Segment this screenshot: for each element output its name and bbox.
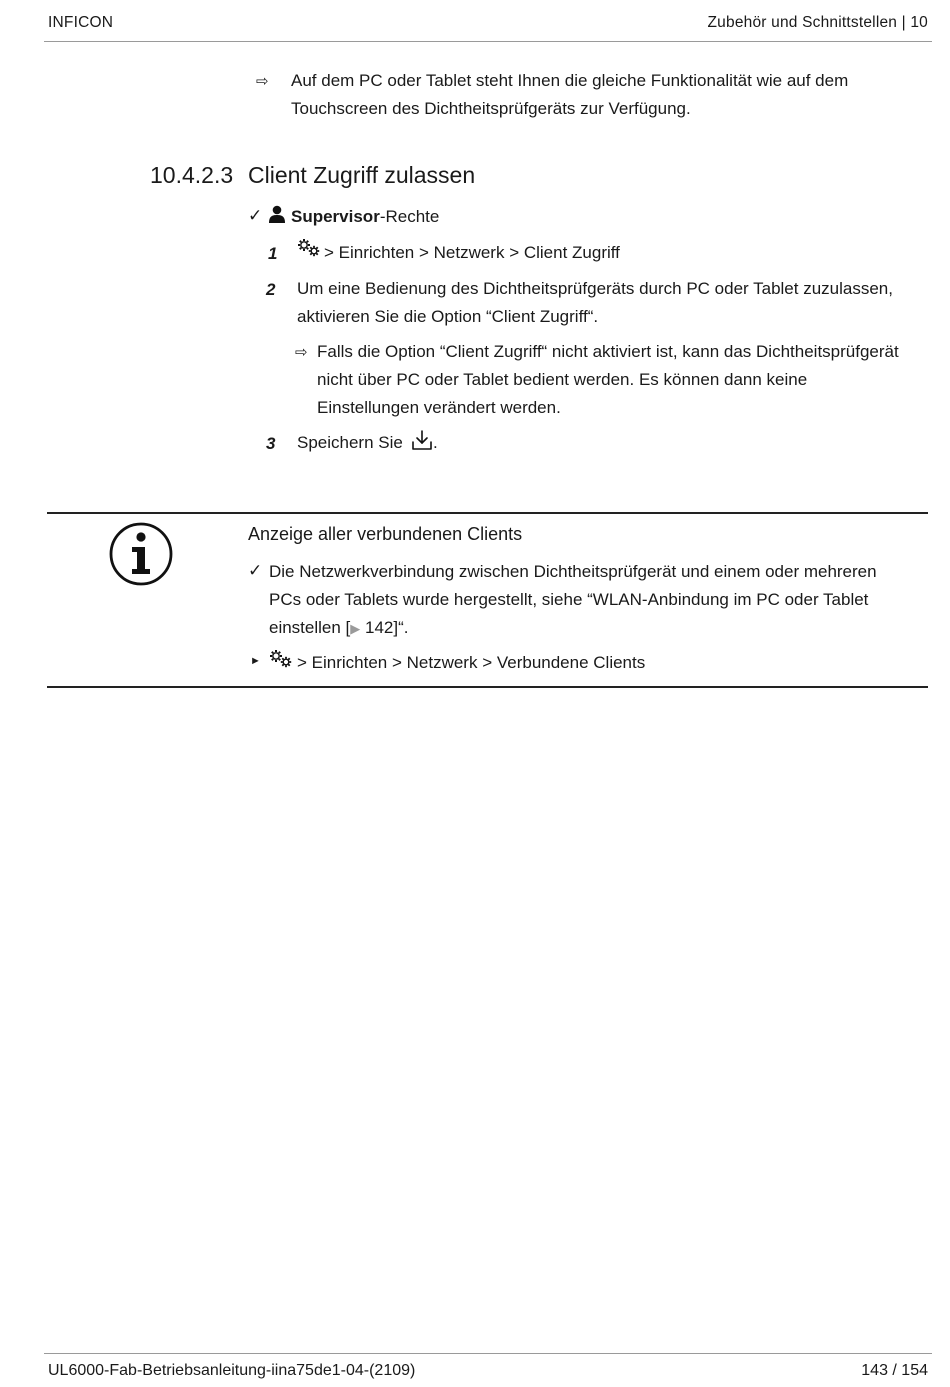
gears-icon [269,649,293,674]
step-number-2: 2 [266,280,276,299]
info-box-line-1: Die Netzwerkverbindung zwischen Dichtheitsprüfgerät und einem oder mehreren [269,562,877,581]
header-section: Zubehör und Schnittstellen | 10 [707,14,928,31]
save-download-icon [411,429,433,456]
page-reference-link[interactable]: 142 [365,618,394,637]
info-box-line-3 [269,614,409,643]
section-number: 10.4.2.3 [150,162,234,188]
step-2-line-2: aktivieren Sie die Option “Client Zugriff“. [297,307,599,326]
footer-rule [44,1353,932,1354]
role-label: Supervisor [291,207,380,226]
step-1-text: > Einrichten > Netzwerk > Client Zugriff [324,243,620,262]
result-arrow-icon: ⇨ [256,73,269,90]
user-icon [268,205,286,229]
step-2-result-line-3: Einstellungen verändert werden. [317,398,561,417]
step-2-result-line-2: nicht über PC oder Tablet bedient werden. Es können dann keine [317,370,808,389]
footer-doc-id: UL6000-Fab-Betriebsanleitung-iina75de1-04-(2109) [48,1362,416,1379]
info-box-title: Anzeige aller verbundenen Clients [248,524,523,544]
info-box-bottom-rule [47,686,928,688]
step-2-result-line-1: Falls die Option “Client Zugriff“ nicht aktiviert ist, kann das Dichtheitsprüfgerät [317,342,899,361]
step-3-end: . [433,433,438,452]
step-2-line-1: Um eine Bedienung des Dichtheitsprüfgeräts durch PC oder Tablet zuzulassen, [297,279,893,298]
step-number-1: 1 [268,244,278,263]
page-ref-arrow-icon: ▶ [350,621,361,636]
check-icon: ✓ [248,561,263,580]
footer-page-number: 143 / 154 [861,1362,928,1379]
gears-icon [297,238,321,263]
info-box-line-3-suffix: ]“. [393,618,409,637]
header-rule [44,41,932,42]
action-marker-icon: ► [250,655,261,667]
info-box-line-3-prefix: einstellen [ [269,618,351,637]
step-3-text: Speichern Sie [297,433,403,452]
header-brand: INFICON [48,14,114,31]
info-icon [108,521,174,592]
intro-line-2: Touchscreen des Dichtheitsprüfgeräts zur Verfügung. [291,99,691,118]
role-suffix: -Rechte [379,207,440,226]
info-box-action-text: > Einrichten > Netzwerk > Verbundene Clients [297,653,646,672]
info-box-top-rule [47,512,928,514]
section-title: Client Zugriff zulassen [248,162,476,188]
intro-line-1: Auf dem PC oder Tablet steht Ihnen die gleiche Funktionalität wie auf dem [291,71,849,90]
result-arrow-icon: ⇨ [295,344,308,361]
step-number-3: 3 [266,434,276,453]
info-box-line-2: PCs oder Tablets wurde hergestellt, siehe “WLAN-Anbindung im PC oder Tablet [269,590,869,609]
prerequisite-text [291,203,439,231]
check-icon: ✓ [248,206,263,225]
